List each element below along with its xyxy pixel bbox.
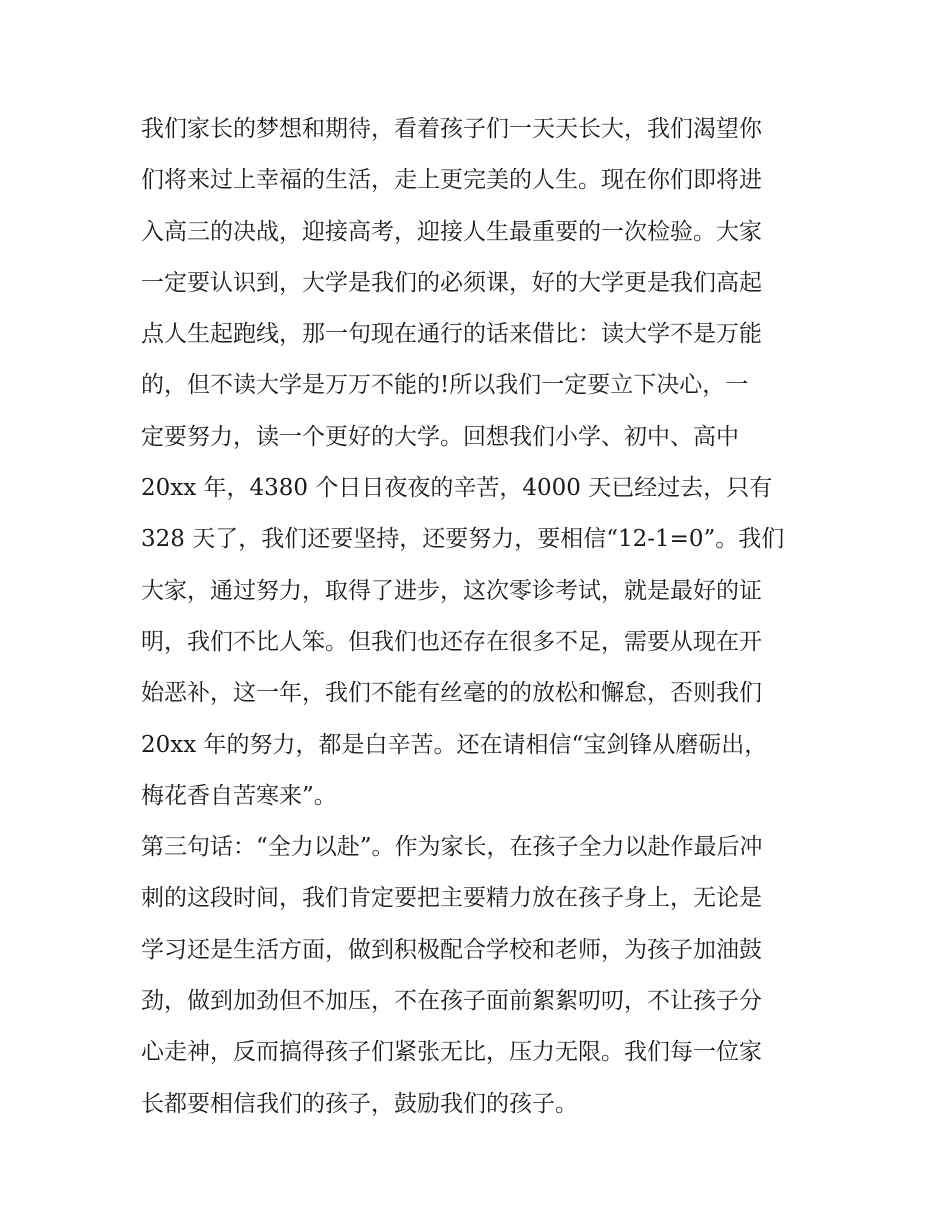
text-line: 始恶补，这一年，我们不能有丝毫的的放松和懈怠，否则我们 bbox=[141, 680, 762, 707]
text-line: 20xx 年，4380 个日日夜夜的辛苦，4000 天已经过去，只有 bbox=[141, 475, 773, 502]
text-line: 入高三的决战，迎接高考，迎接人生最重要的一次检验。大家 bbox=[141, 218, 762, 245]
text-line: 一定要认识到，大学是我们的必须课，好的大学更是我们高起 bbox=[141, 269, 762, 296]
text-line: 大家，通过努力，取得了进步，这次零诊考试，就是最好的证 bbox=[141, 577, 762, 604]
text-line: 328 天了，我们还要坚持，还要努力，要相信“12-1=0”。我们 bbox=[141, 526, 785, 553]
text-line: 刺的这段时间，我们肯定要把主要精力放在孩子身上，无论是 bbox=[141, 885, 762, 912]
text-line: 定要努力，读一个更好的大学。回想我们小学、初中、高中 bbox=[141, 423, 739, 450]
text-line: 明，我们不比人笨。但我们也还存在很多不足，需要从现在开 bbox=[141, 628, 762, 655]
text-line: 长都要相信我们的孩子，鼓励我们的孩子。 bbox=[141, 1090, 578, 1117]
text-line: 梅花香自苦寒来”。 bbox=[141, 782, 337, 809]
text-line: 们将来过上幸福的生活，走上更完美的人生。现在你们即将进 bbox=[141, 167, 762, 194]
text-line: 我们家长的梦想和期待，看着孩子们一天天长大，我们渴望你 bbox=[141, 116, 762, 142]
text-line: 的，但不读大学是万万不能的!所以我们一定要立下决心，一 bbox=[141, 372, 749, 399]
body-text bbox=[141, 104, 821, 1130]
text-line: 第三句话：“全力以赴”。作为家长，在孩子全力以赴作最后冲 bbox=[141, 834, 763, 861]
text-line: 点人生起跑线，那一句现在通行的话来借比：读大学不是万能 bbox=[141, 321, 762, 348]
text-line: 心走神，反而搞得孩子们紧张无比，压力无限。我们每一位家 bbox=[141, 1039, 762, 1066]
text-line: 劲，做到加劲但不加压，不在孩子面前絮絮叨叨，不让孩子分 bbox=[141, 988, 762, 1015]
text-line: 20xx 年的努力，都是白辛苦。还在请相信“宝剑锋从磨砺出， bbox=[141, 731, 768, 758]
text-line: 学习还是生活方面，做到积极配合学校和老师，为孩子加油鼓 bbox=[141, 936, 762, 963]
